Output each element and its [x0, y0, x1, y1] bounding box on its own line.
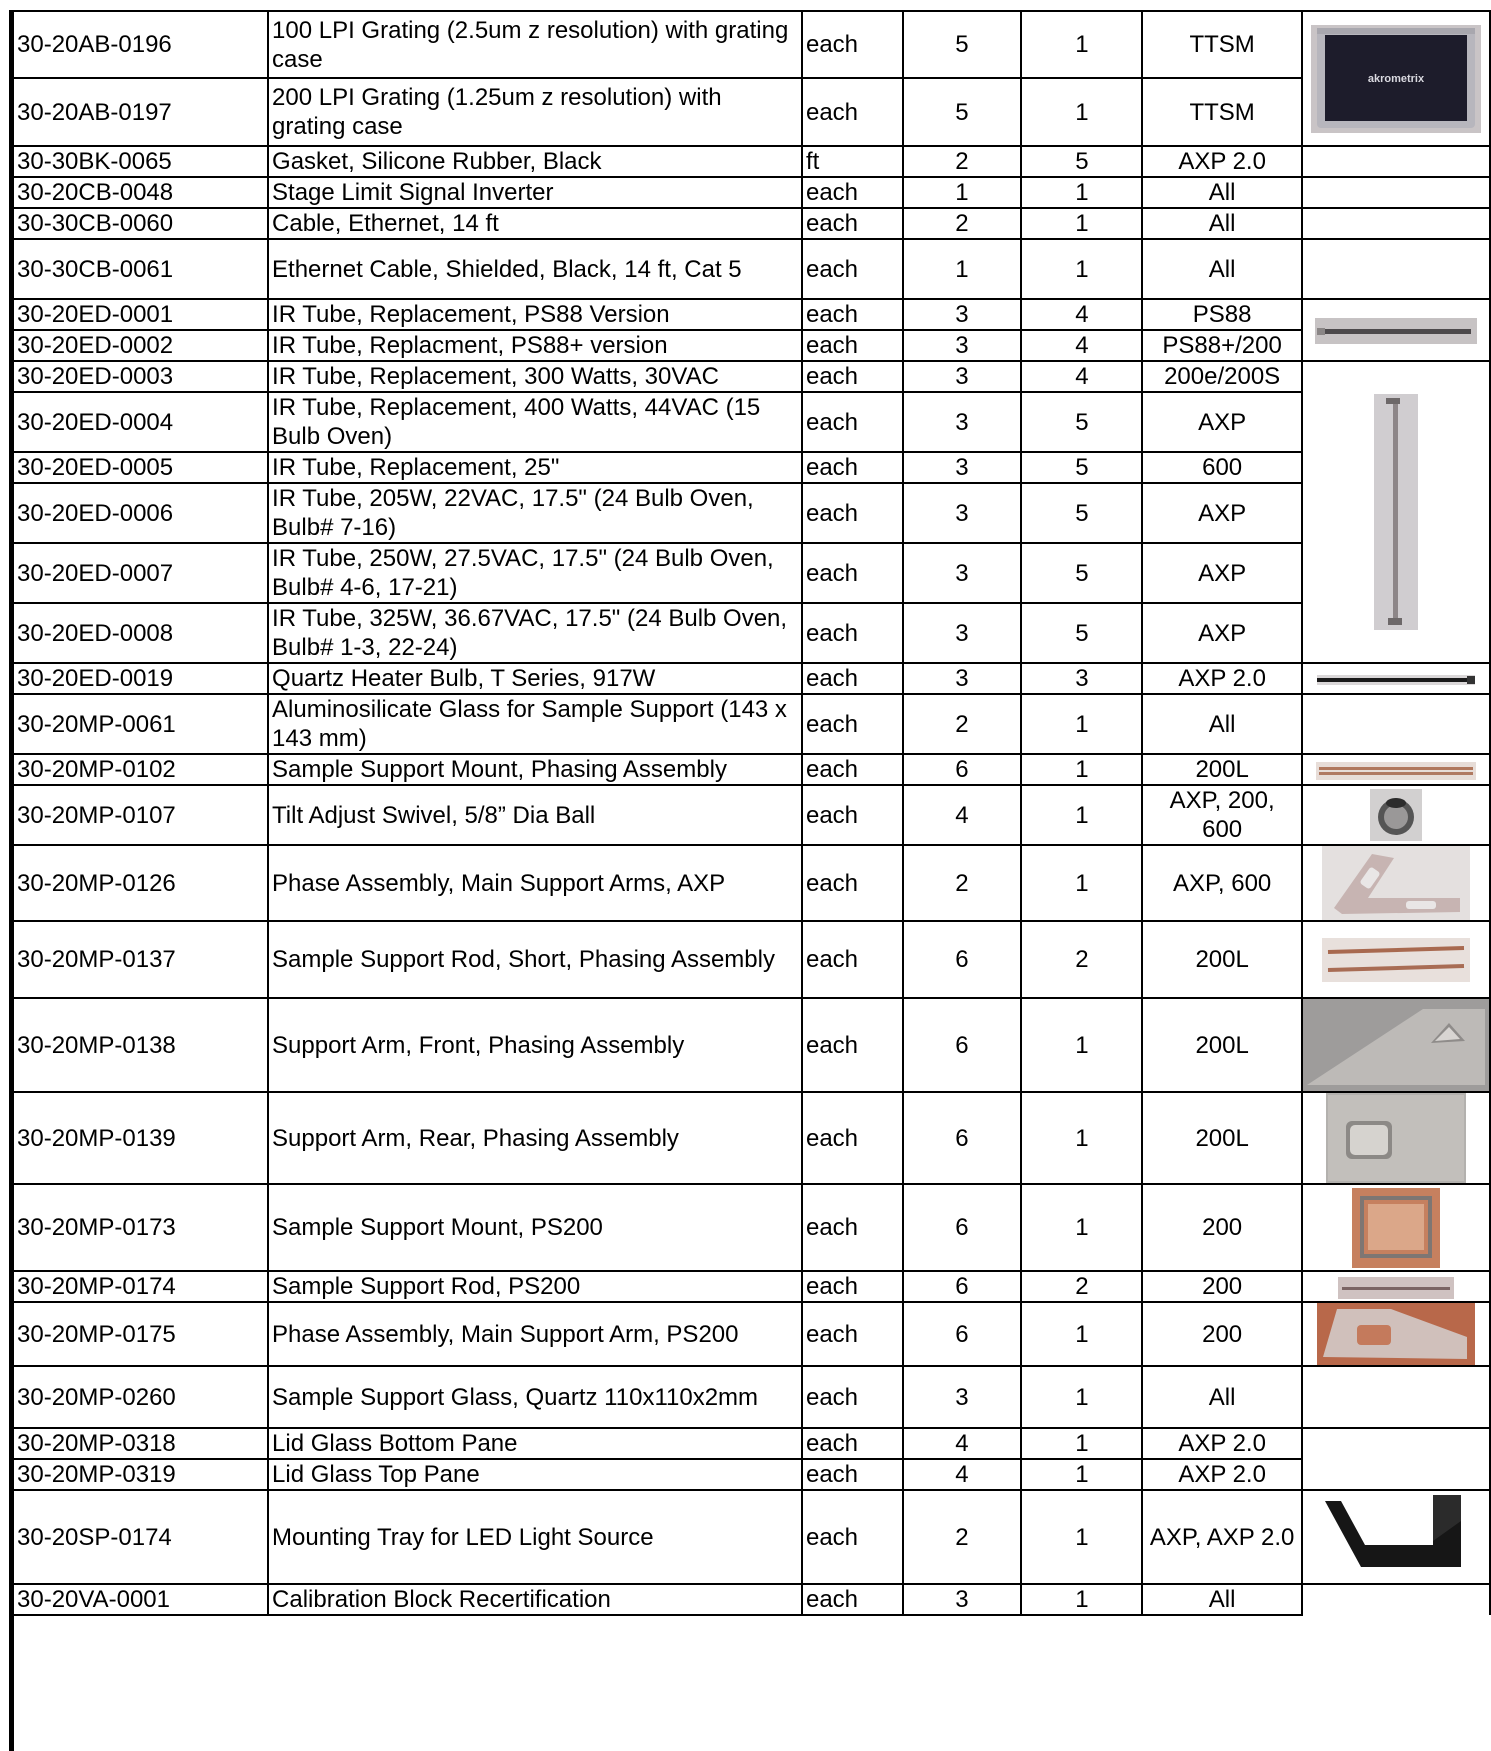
unit-cell: each [802, 208, 903, 239]
quantity-a-cell: 3 [903, 663, 1022, 694]
quantity-b-cell: 1 [1021, 754, 1142, 785]
quantity-b-cell: 1 [1021, 785, 1142, 845]
model-cell: All [1142, 208, 1302, 239]
tilt-swivel-photo [1302, 785, 1490, 845]
description-cell: Cable, Ethernet, 14 ft [268, 208, 802, 239]
quantity-b-cell: 1 [1021, 1428, 1142, 1459]
quantity-a-cell: 3 [903, 330, 1022, 361]
table-row [13, 361, 1490, 392]
table-row [13, 1584, 1490, 1615]
description-cell: Gasket, Silicone Rubber, Black [268, 146, 802, 177]
quartz-heater-bulb-image [1317, 675, 1475, 685]
support-rod-photo [1302, 1271, 1490, 1302]
support-rod-image [1338, 1277, 1454, 1299]
quantity-a-cell: 1 [903, 177, 1022, 208]
quantity-a-cell: 4 [903, 1428, 1022, 1459]
description-cell: Tilt Adjust Swivel, 5/8” Dia Ball [268, 785, 802, 845]
quantity-b-cell: 1 [1021, 1490, 1142, 1584]
description-cell: IR Tube, 250W, 27.5VAC, 17.5" (24 Bulb Oven, Bulb# 4-6, 17-21) [268, 543, 802, 603]
part-number-cell: 30-20MP-0061 [13, 694, 268, 754]
mounting-tray-photo [1302, 1490, 1490, 1584]
description-cell: IR Tube, Replacement, PS88 Version [268, 299, 802, 330]
part-number-cell: 30-20MP-0174 [13, 1271, 268, 1302]
part-number-cell: 30-20ED-0019 [13, 663, 268, 694]
model-cell: AXP [1142, 603, 1302, 663]
part-number-cell: 30-30CB-0060 [13, 208, 268, 239]
support-mount-rods-image [1316, 762, 1476, 780]
support-mount-rods-photo [1302, 754, 1490, 785]
model-cell: AXP 2.0 [1142, 146, 1302, 177]
part-number-cell: 30-20MP-0107 [13, 785, 268, 845]
model-cell: 200 [1142, 1184, 1302, 1271]
quantity-a-cell: 6 [903, 998, 1022, 1092]
quantity-b-cell: 1 [1021, 177, 1142, 208]
quantity-b-cell: 1 [1021, 1302, 1142, 1366]
model-cell: All [1142, 1584, 1302, 1615]
quantity-a-cell: 2 [903, 1490, 1022, 1584]
unit-cell: each [802, 694, 903, 754]
front-support-arm-image [1303, 999, 1489, 1091]
unit-cell: each [802, 1490, 903, 1584]
part-number-cell: 30-20SP-0174 [13, 1490, 268, 1584]
table-row [13, 299, 1490, 330]
part-number-cell: 30-20MP-0318 [13, 1428, 268, 1459]
description-cell: Support Arm, Rear, Phasing Assembly [268, 1092, 802, 1184]
model-cell: 200L [1142, 754, 1302, 785]
support-mount-frame-image [1352, 1188, 1440, 1268]
model-cell: 200 [1142, 1271, 1302, 1302]
support-rod-short-photo [1302, 921, 1490, 998]
unit-cell: each [802, 361, 903, 392]
unit-cell: each [802, 392, 903, 452]
model-cell: 200L [1142, 921, 1302, 998]
description-cell: 200 LPI Grating (1.25um z resolution) with grating case [268, 78, 802, 146]
model-cell: TTSM [1142, 78, 1302, 146]
part-number-cell: 30-30BK-0065 [13, 146, 268, 177]
quantity-a-cell: 2 [903, 208, 1022, 239]
quantity-a-cell: 6 [903, 1271, 1022, 1302]
part-number-cell: 30-20MP-0138 [13, 998, 268, 1092]
description-cell: Ethernet Cable, Shielded, Black, 14 ft, Cat 5 [268, 239, 802, 299]
quantity-a-cell: 3 [903, 361, 1022, 392]
unit-cell: each [802, 754, 903, 785]
quantity-b-cell: 1 [1021, 1584, 1142, 1615]
support-mount-frame-photo [1302, 1184, 1490, 1271]
ir-tube-long-photo [1302, 361, 1490, 663]
part-number-cell: 30-20MP-0139 [13, 1092, 268, 1184]
model-cell: 200e/200S [1142, 361, 1302, 392]
ir-tube-long-image [1374, 394, 1418, 630]
unit-cell: each [802, 330, 903, 361]
part-number-cell: 30-20ED-0003 [13, 361, 268, 392]
description-cell: Mounting Tray for LED Light Source [268, 1490, 802, 1584]
part-number-cell: 30-20CB-0048 [13, 177, 268, 208]
table-row [13, 754, 1490, 785]
description-cell: Stage Limit Signal Inverter [268, 177, 802, 208]
ps200-support-arm-image [1317, 1303, 1475, 1365]
part-number-cell: 30-20MP-0319 [13, 1459, 268, 1490]
table-row [13, 330, 1490, 361]
table-row [13, 1490, 1490, 1584]
quantity-b-cell: 3 [1021, 663, 1142, 694]
part-number-cell: 30-20MP-0102 [13, 754, 268, 785]
model-cell: All [1142, 694, 1302, 754]
table-row [13, 921, 1490, 998]
unit-cell: each [802, 11, 903, 78]
table-row [13, 239, 1490, 299]
part-number-cell: 30-20VA-0001 [13, 1584, 268, 1615]
part-number-cell: 30-20AB-0197 [13, 78, 268, 146]
model-cell: AXP [1142, 483, 1302, 543]
table-row [13, 694, 1490, 754]
quantity-a-cell: 2 [903, 694, 1022, 754]
quantity-b-cell: 2 [1021, 921, 1142, 998]
model-cell: PS88 [1142, 299, 1302, 330]
empty-photo-cell [1302, 1428, 1490, 1490]
description-cell: Phase Assembly, Main Support Arms, AXP [268, 845, 802, 921]
model-cell: AXP [1142, 392, 1302, 452]
table-row [13, 1184, 1490, 1271]
unit-cell: each [802, 239, 903, 299]
part-number-cell: 30-20MP-0260 [13, 1366, 268, 1428]
ps200-support-arm-photo [1302, 1302, 1490, 1366]
model-cell: All [1142, 177, 1302, 208]
quantity-a-cell: 4 [903, 785, 1022, 845]
quantity-a-cell: 3 [903, 1584, 1022, 1615]
model-cell: All [1142, 1366, 1302, 1428]
part-number-cell: 30-20ED-0005 [13, 452, 268, 483]
unit-cell: each [802, 177, 903, 208]
grating-case-photo [1302, 11, 1490, 146]
model-cell: AXP 2.0 [1142, 663, 1302, 694]
table-row [13, 392, 1490, 452]
main-support-arms-photo [1302, 845, 1490, 921]
unit-cell: each [802, 785, 903, 845]
unit-cell: each [802, 998, 903, 1092]
description-cell: Sample Support Mount, Phasing Assembly [268, 754, 802, 785]
quantity-a-cell: 3 [903, 543, 1022, 603]
quantity-b-cell: 1 [1021, 845, 1142, 921]
unit-cell: each [802, 543, 903, 603]
unit-cell: each [802, 483, 903, 543]
description-cell: Aluminosilicate Glass for Sample Support (143 x 143 mm) [268, 694, 802, 754]
empty-photo-cell [1302, 239, 1490, 299]
parts-table [12, 10, 1491, 1616]
table-row [13, 1271, 1490, 1302]
description-cell: 100 LPI Grating (2.5um z resolution) with grating case [268, 11, 802, 78]
table-row [13, 1459, 1490, 1490]
model-cell: AXP, AXP 2.0 [1142, 1490, 1302, 1584]
model-cell: 600 [1142, 452, 1302, 483]
table-row [13, 78, 1490, 146]
empty-photo-cell [1302, 146, 1490, 177]
quantity-b-cell: 1 [1021, 1366, 1142, 1428]
rear-support-arm-image [1326, 1093, 1466, 1183]
quantity-b-cell: 2 [1021, 1271, 1142, 1302]
mounting-tray-image [1321, 1491, 1471, 1583]
table-row [13, 1366, 1490, 1428]
unit-cell: each [802, 1271, 903, 1302]
part-number-cell: 30-20MP-0126 [13, 845, 268, 921]
model-cell: AXP [1142, 543, 1302, 603]
table-row [13, 1302, 1490, 1366]
unit-cell: each [802, 663, 903, 694]
quantity-a-cell: 5 [903, 78, 1022, 146]
model-cell: 200L [1142, 1092, 1302, 1184]
table-row [13, 603, 1490, 663]
main-support-arms-image [1322, 846, 1470, 920]
description-cell: Lid Glass Bottom Pane [268, 1428, 802, 1459]
quantity-b-cell: 1 [1021, 694, 1142, 754]
unit-cell: each [802, 845, 903, 921]
table-row [13, 146, 1490, 177]
quantity-a-cell: 5 [903, 11, 1022, 78]
quantity-a-cell: 6 [903, 1302, 1022, 1366]
model-cell: 200L [1142, 998, 1302, 1092]
unit-cell: each [802, 1184, 903, 1271]
quantity-b-cell: 1 [1021, 11, 1142, 78]
part-number-cell: 30-20ED-0001 [13, 299, 268, 330]
quantity-a-cell: 2 [903, 146, 1022, 177]
quantity-a-cell: 3 [903, 1366, 1022, 1428]
quantity-b-cell: 5 [1021, 146, 1142, 177]
empty-photo-cell [1302, 177, 1490, 208]
unit-cell: each [802, 603, 903, 663]
model-cell: AXP 2.0 [1142, 1428, 1302, 1459]
quantity-b-cell: 1 [1021, 1184, 1142, 1271]
unit-cell: each [802, 1428, 903, 1459]
quantity-b-cell: 1 [1021, 208, 1142, 239]
table-row [13, 1092, 1490, 1184]
description-cell: IR Tube, 205W, 22VAC, 17.5" (24 Bulb Oven, Bulb# 7-16) [268, 483, 802, 543]
unit-cell: each [802, 1366, 903, 1428]
quantity-b-cell: 4 [1021, 330, 1142, 361]
unit-cell: each [802, 1092, 903, 1184]
quantity-b-cell: 1 [1021, 1459, 1142, 1490]
table-row [13, 1428, 1490, 1459]
front-support-arm-photo [1302, 998, 1490, 1092]
quantity-b-cell: 5 [1021, 392, 1142, 452]
model-cell: AXP, 600 [1142, 845, 1302, 921]
empty-photo-cell [1302, 1584, 1490, 1615]
table-row [13, 208, 1490, 239]
description-cell: Sample Support Glass, Quartz 110x110x2mm [268, 1366, 802, 1428]
case-logo-text: akrometrix [1367, 72, 1425, 85]
description-cell: IR Tube, 325W, 36.67VAC, 17.5" (24 Bulb Oven, Bulb# 1-3, 22-24) [268, 603, 802, 663]
description-cell: IR Tube, Replacement, 300 Watts, 30VAC [268, 361, 802, 392]
model-cell: 200 [1142, 1302, 1302, 1366]
description-cell: IR Tube, Replacment, PS88+ version [268, 330, 802, 361]
ir-tube-photo [1302, 299, 1490, 361]
quantity-b-cell: 1 [1021, 1092, 1142, 1184]
model-cell: PS88+/200 [1142, 330, 1302, 361]
unit-cell: each [802, 299, 903, 330]
quantity-b-cell: 1 [1021, 998, 1142, 1092]
empty-photo-cell [1302, 694, 1490, 754]
empty-photo-cell [1302, 208, 1490, 239]
part-number-cell: 30-20ED-0008 [13, 603, 268, 663]
table-row [13, 543, 1490, 603]
quartz-heater-bulb-photo [1302, 663, 1490, 694]
part-number-cell: 30-20MP-0173 [13, 1184, 268, 1271]
description-cell: IR Tube, Replacement, 25" [268, 452, 802, 483]
description-cell: Lid Glass Top Pane [268, 1459, 802, 1490]
quantity-a-cell: 3 [903, 299, 1022, 330]
unit-cell: ft [802, 146, 903, 177]
description-cell: Phase Assembly, Main Support Arm, PS200 [268, 1302, 802, 1366]
quantity-b-cell: 4 [1021, 299, 1142, 330]
description-cell: Sample Support Rod, Short, Phasing Assembly [268, 921, 802, 998]
quantity-b-cell: 5 [1021, 483, 1142, 543]
quantity-b-cell: 5 [1021, 603, 1142, 663]
quantity-a-cell: 6 [903, 1184, 1022, 1271]
table-row [13, 785, 1490, 845]
quantity-a-cell: 4 [903, 1459, 1022, 1490]
quantity-a-cell: 3 [903, 603, 1022, 663]
description-cell: Sample Support Rod, PS200 [268, 1271, 802, 1302]
rear-support-arm-photo [1302, 1092, 1490, 1184]
description-cell: Sample Support Mount, PS200 [268, 1184, 802, 1271]
quantity-a-cell: 3 [903, 392, 1022, 452]
quantity-b-cell: 1 [1021, 239, 1142, 299]
model-cell: AXP 2.0 [1142, 1459, 1302, 1490]
description-cell: Support Arm, Front, Phasing Assembly [268, 998, 802, 1092]
quantity-b-cell: 4 [1021, 361, 1142, 392]
quantity-a-cell: 6 [903, 1092, 1022, 1184]
part-number-cell: 30-20ED-0007 [13, 543, 268, 603]
part-number-cell: 30-20MP-0175 [13, 1302, 268, 1366]
part-number-cell: 30-20ED-0002 [13, 330, 268, 361]
unit-cell: each [802, 78, 903, 146]
description-cell: Calibration Block Recertification [268, 1584, 802, 1615]
part-number-cell: 30-30CB-0061 [13, 239, 268, 299]
unit-cell: each [802, 1584, 903, 1615]
model-cell: TTSM [1142, 11, 1302, 78]
unit-cell: each [802, 1302, 903, 1366]
table-row [13, 11, 1490, 78]
part-number-cell: 30-20ED-0006 [13, 483, 268, 543]
quantity-b-cell: 5 [1021, 543, 1142, 603]
quantity-b-cell: 1 [1021, 78, 1142, 146]
unit-cell: each [802, 1459, 903, 1490]
part-number-cell: 30-20MP-0137 [13, 921, 268, 998]
table-row [13, 845, 1490, 921]
tilt-swivel-image [1370, 789, 1422, 841]
part-number-cell: 30-20AB-0196 [13, 11, 268, 78]
description-cell: IR Tube, Replacement, 400 Watts, 44VAC (15 Bulb Oven) [268, 392, 802, 452]
empty-photo-cell [1302, 1366, 1490, 1428]
description-cell: Quartz Heater Bulb, T Series, 917W [268, 663, 802, 694]
quantity-a-cell: 1 [903, 239, 1022, 299]
support-rod-short-image [1322, 938, 1470, 982]
table-row [13, 998, 1490, 1092]
table-row [13, 663, 1490, 694]
table-row [13, 177, 1490, 208]
quantity-a-cell: 3 [903, 452, 1022, 483]
quantity-b-cell: 5 [1021, 452, 1142, 483]
model-cell: All [1142, 239, 1302, 299]
quantity-a-cell: 6 [903, 921, 1022, 998]
unit-cell: each [802, 921, 903, 998]
quantity-a-cell: 3 [903, 483, 1022, 543]
ir-tube-image [1315, 318, 1477, 344]
unit-cell: each [802, 452, 903, 483]
part-number-cell: 30-20ED-0004 [13, 392, 268, 452]
quantity-a-cell: 2 [903, 845, 1022, 921]
grating-case-image [1311, 25, 1481, 133]
table-row [13, 483, 1490, 543]
quantity-a-cell: 6 [903, 754, 1022, 785]
table-row [13, 452, 1490, 483]
model-cell: AXP, 200, 600 [1142, 785, 1302, 845]
